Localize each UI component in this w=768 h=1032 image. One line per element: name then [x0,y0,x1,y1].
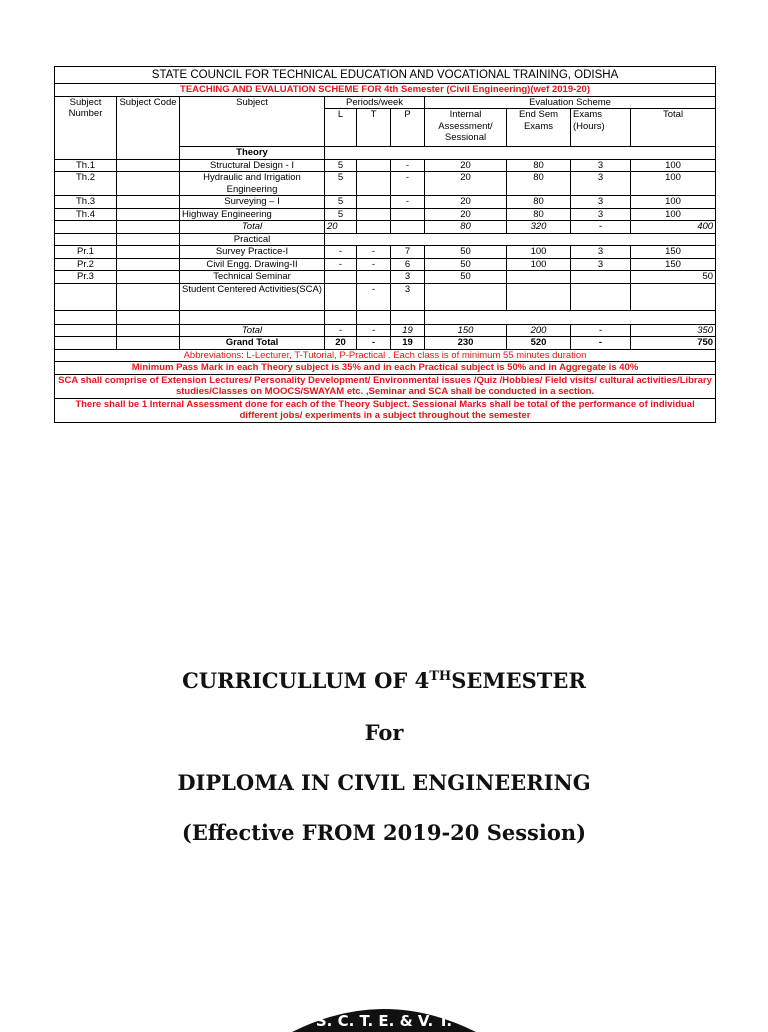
cell-internal: 50 [425,271,507,284]
header-end-sem: End Sem Exams [507,109,571,147]
cell-total: 100 [631,196,716,209]
cell-endsem: 80 [507,172,571,196]
grand-total-num [55,337,117,350]
superscript-th: TH [429,669,452,684]
cell-code [117,159,180,172]
grand-total-endsem: 520 [507,337,571,350]
cell-endsem: 80 [507,196,571,209]
cell-internal: 50 [425,246,507,259]
cell-p: 6 [391,258,425,271]
cell-num [55,283,117,310]
cell-l: 5 [325,196,357,209]
header-t: T [357,109,391,147]
practical-total-code [117,324,180,337]
practical-row [55,258,716,271]
scte-vt-logo [284,992,484,1032]
cell-num: Pr.2 [55,258,117,271]
theory-total-l: 20 [325,221,357,234]
cell-endsem: 80 [507,208,571,221]
theory-total-t [357,221,391,234]
cell-endsem [507,283,571,310]
cell-code [117,172,180,196]
cell-l: - [325,258,357,271]
scheme-title-row [55,84,716,97]
practical-total-total: 350 [631,324,716,337]
effective-session-heading: (Effective FROM 2019-20 Session) [181,820,587,845]
cell-t [357,271,391,284]
cell-t: - [357,246,391,259]
cell-code [117,258,180,271]
diploma-heading: DIPLOMA IN CIVIL ENGINEERING [177,770,591,795]
theory-total-row [55,221,716,234]
cell-hours: 3 [571,246,631,259]
cell-hours: 3 [571,208,631,221]
cell-code [117,271,180,284]
cell-num: Pr.3 [55,271,117,284]
practical-total-num [55,324,117,337]
cell-t [357,172,391,196]
council-title: STATE COUNCIL FOR TECHNICAL EDUCATION AND VOCATIONAL TRAINING, ODISHA [55,67,716,84]
scheme-title: TEACHING AND EVALUATION SCHEME FOR 4th Semester (Civil Engineering)(wef 2019-20) [55,84,716,97]
theory-row [55,159,716,172]
spacer-row [55,310,716,324]
practical-total-hours: - [571,324,631,337]
note-internal-assessment: There shall be 1 Internal Assessment done for each of the Theory Subject. Sessional Marks shall be total of the performance of individual different jobs/ experiments in a subject throughout the semester [55,398,716,422]
grand-total-p: 19 [391,337,425,350]
cell-code [117,283,180,310]
cell-hours [571,271,631,284]
cell-p: 3 [391,271,425,284]
practical-label-row [55,233,716,246]
practical-total-p: 19 [391,324,425,337]
note-pass-mark-row [55,362,716,375]
cell-internal: 20 [425,172,507,196]
practical-label: Practical [180,233,325,246]
theory-total-endsem: 320 [507,221,571,234]
cell-t [357,159,391,172]
practical-row [55,246,716,259]
cell-hours [571,283,631,310]
theory-total-hours: - [571,221,631,234]
cell-t: - [357,283,391,310]
cell-l: 5 [325,208,357,221]
cell-code [117,196,180,209]
theory-label-row [55,147,716,160]
logo-text: S. C. T. E. & V. T. [315,1012,453,1030]
header-subject: Subject [180,96,325,147]
header-exams-hours: Exams (Hours) [571,109,631,147]
cell-subject: Civil Engg. Drawing-II [180,258,325,271]
header-row-1 [55,96,716,109]
theory-total-total: 400 [631,221,716,234]
cell-p: 3 [391,283,425,310]
header-subject-code: Subject Code [117,96,180,147]
header-subject-number: Subject Number [55,96,117,147]
cell-hours: 3 [571,159,631,172]
practical-total-endsem: 200 [507,324,571,337]
note-pass-mark: Minimum Pass Mark in each Theory subject is 35% and in each Practical subject is 50% and in Aggregate is 40% [55,362,716,375]
cell-num: Pr.1 [55,246,117,259]
practical-total-internal: 150 [425,324,507,337]
cell-subject: Surveying – I [180,196,325,209]
practical-row [55,283,716,310]
grand-total-code [117,337,180,350]
cell-num: Th.3 [55,196,117,209]
grand-total-subject: Grand Total [180,337,325,350]
theory-label: Theory [180,147,325,160]
theory-total-internal: 80 [425,221,507,234]
practical-total-t: - [357,324,391,337]
theory-total-p [391,221,425,234]
council-row [55,67,716,84]
cell-subject: Survey Practice-I [180,246,325,259]
cell-subject: Technical Seminar [180,271,325,284]
cell-hours: 3 [571,258,631,271]
cell-subject: Hydraulic and Irrigation Engineering [180,172,325,196]
cell-subject: Structural Design - I [180,159,325,172]
cell-hours: 3 [571,196,631,209]
cell-p [391,208,425,221]
cell-num: Th.4 [55,208,117,221]
note-abbreviations-row [55,349,716,362]
cell-total: 50 [631,271,716,284]
curriculum-heading: CURRICULLUM OF 4THSEMESTER [182,668,586,693]
note-abbreviations: Abbreviations: L-Lecturer, T-Tutorial, P-Practical . Each class is of minimum 55 minutes duration [55,349,716,362]
header-total: Total [631,109,716,147]
cell-l: 5 [325,172,357,196]
grand-total-row [55,337,716,350]
cell-t [357,208,391,221]
grand-total-t: - [357,337,391,350]
theory-row [55,196,716,209]
practical-total-subject: Total [180,324,325,337]
cell-t [357,196,391,209]
cell-endsem: 100 [507,246,571,259]
header-internal: Internal Assessment/ Sessional [425,109,507,147]
cell-l [325,283,357,310]
cell-t: - [357,258,391,271]
practical-total-l: - [325,324,357,337]
cell-subject: Student Centered Activities(SCA) [180,283,325,310]
note-sca-row [55,374,716,398]
header-periods: Periods/week [325,96,425,109]
note-internal-assessment-row [55,398,716,422]
cell-internal [425,283,507,310]
theory-row [55,172,716,196]
cell-total: 100 [631,208,716,221]
cell-p: - [391,159,425,172]
cell-num: Th.2 [55,172,117,196]
cell-l [325,271,357,284]
theory-total-code [117,221,180,234]
theory-row [55,208,716,221]
note-sca: SCA shall comprise of Extension Lectures/ Personality Development/ Environmental issues /Quiz /Hobbies/ Field visits/ cultural activities/Library studies/Classes on MOOCS/SWAYAM etc. ,Seminar and SCA shall be conducted in a section. [55,374,716,398]
cell-endsem: 100 [507,258,571,271]
cell-subject: Highway Engineering [180,208,325,221]
cell-endsem [507,271,571,284]
cell-internal: 20 [425,196,507,209]
teaching-evaluation-scheme-table [54,66,716,423]
grand-total-hours: - [571,337,631,350]
header-l: L [325,109,357,147]
cell-internal: 50 [425,258,507,271]
cell-p: - [391,196,425,209]
cell-total: 100 [631,172,716,196]
cell-endsem: 80 [507,159,571,172]
cell-total: 150 [631,246,716,259]
cell-p: 7 [391,246,425,259]
header-evaluation: Evaluation Scheme [425,96,716,109]
cell-total: 150 [631,258,716,271]
cell-l: - [325,246,357,259]
grand-total-l: 20 [325,337,357,350]
cell-code [117,246,180,259]
practical-total-row [55,324,716,337]
cell-code [117,208,180,221]
theory-total-subject: Total [180,221,325,234]
cell-hours: 3 [571,172,631,196]
for-heading: For [364,720,404,745]
cell-num: Th.1 [55,159,117,172]
header-p: P [391,109,425,147]
cell-internal: 20 [425,159,507,172]
grand-total-internal: 230 [425,337,507,350]
cell-total: 100 [631,159,716,172]
cell-total [631,283,716,310]
cell-p: - [391,172,425,196]
theory-total-num [55,221,117,234]
cell-internal: 20 [425,208,507,221]
cell-l: 5 [325,159,357,172]
practical-row [55,271,716,284]
grand-total-total: 750 [631,337,716,350]
